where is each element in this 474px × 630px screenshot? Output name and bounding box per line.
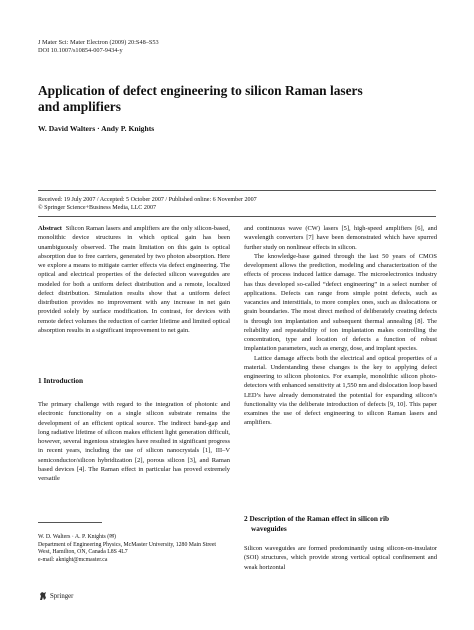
title-line-1: Application of defect engineering to silicon Raman lasers (38, 83, 363, 98)
intro-text (38, 400, 230, 483)
column-2-paragraph-3: Lattice damage affects both the electrical and optical properties of a material. Understanding these changes is the key to applying defect engineering to silicon photonics. For example, monolithic silicon photo-detectors with enhanced sensitivity at 1,550 nm and dislocation loop based LED’s have already demonstrated the potential for expanding silicon’s functionality via the deliberate introduction of defects [9, 10]. This paper examines the use of defect engineering to silicon Raman lasers and amplifiers. (244, 354, 437, 427)
affiliation-email: e-mail: aknight@mcmaster.ca (38, 556, 108, 563)
section-1-heading: 1 Introduction (38, 376, 84, 385)
abstract (38, 224, 230, 335)
intro-paragraph: The primary challenge with regard to the integration of photonic and electronic functionality on a single silicon substrate remains the development of an efficient optical source. The indirect band-gap and long radiative lifetime of silicon makes efficient light generation difficult, however, several ingenious strategies have resulted in significant progress in recent years, including the use of silicon nanocrystals [1], III–V semiconductor/silicon hybridization [2], porous silicon [3], and Raman based devices [4]. The Raman effect in particular has proved extremely versatile (38, 401, 230, 482)
section-2-heading-line-2: waveguides (251, 523, 287, 533)
authors: W. David Walters · Andy P. Knights (38, 124, 155, 133)
received-info (38, 196, 257, 212)
column-2-text (244, 224, 437, 428)
springer-horse-icon (38, 591, 48, 601)
section-2-heading-line-1: 2 Description of the Raman effect in silicon rib (244, 514, 390, 523)
springer-logo (38, 591, 73, 601)
footnote-rule (38, 522, 102, 523)
doi: DOI 10.1007/s10854-007-9434-y (38, 47, 123, 54)
affiliation-names: W. D. Walters · A. P. Knights (✉) (38, 534, 116, 540)
affiliation-dept: Department of Engineering Physics, McMaster University, 1280 Main Street West, Hamilton, ON, Canada L8S 4L7 (38, 541, 217, 555)
section-2-text (244, 544, 437, 572)
divider-top (38, 190, 436, 191)
column-2-paragraph-2: The knowledge-base gained through the last 50 years of CMOS development allows the prediction, modeling and characterization of the effects of process induced lattice damage. The microelectronics industry has thus developed so-called “defect engineering” in a select number of applications. Defects can range from simple point defects, such as vacancies and interstitials, to more complex ones, such as dislocations or grain boundaries. The most direct method of deliberately creating defects is through ion implantation and subsequent thermal annealing [8]. The reliability and repeatability of ion implantation makes controlling the concentration, type and location of defects a function of robust implantation parameters, such as energy, dose, and implant species. (244, 252, 437, 353)
paper-title (38, 83, 438, 114)
publication-dates: Received: 19 July 2007 / Accepted: 5 October 2007 / Published online: 6 November 2007 (38, 197, 257, 203)
publisher-name: Springer (50, 592, 74, 600)
column-2-continuation: and continuous wave (CW) lasers [5], high-speed amplifiers [6], and wavelength converters [7] have been demonstrated which have spurred further study on nonlinear effects in silicon. (244, 225, 437, 251)
section-2-heading (244, 514, 389, 533)
divider-bottom (38, 216, 436, 217)
affiliation (38, 534, 230, 564)
copyright: © Springer Science+Business Media, LLC 2007 (38, 205, 157, 211)
abstract-label: Abstract (38, 225, 62, 232)
title-line-2: and amplifiers (38, 98, 121, 114)
abstract-text: Silicon Raman lasers and amplifiers are the only silicon-based, monolithic device structures in which optical gain has been unambiguously observed. The main limitation on this gain is optical absorption due to free carriers, generated by two photon absorption. Here we explore a means to mitigate carrier effects via defect engineering. The optical and electrical properties of the defected silicon waveguides are modeled for both a uniform defect distribution and a remote, localized defect distribution. Simulation results show that a uniform defect distribution provides no improvement with any increase in net gain provided solely by surface modification. In contrast, for devices with remote defect volumes the reduction of carrier lifetime and limited optical absorption results in a significant improvement to net gain. (38, 225, 230, 334)
section-2-paragraph: Silicon waveguides are formed predominantly using silicon-on-insulator (SOI) structures, which provide strong vertical optical confinement and weak horizontal (244, 545, 437, 571)
journal-citation: J Mater Sci: Mater Electron (2009) 20:S48–S53 (38, 39, 159, 46)
